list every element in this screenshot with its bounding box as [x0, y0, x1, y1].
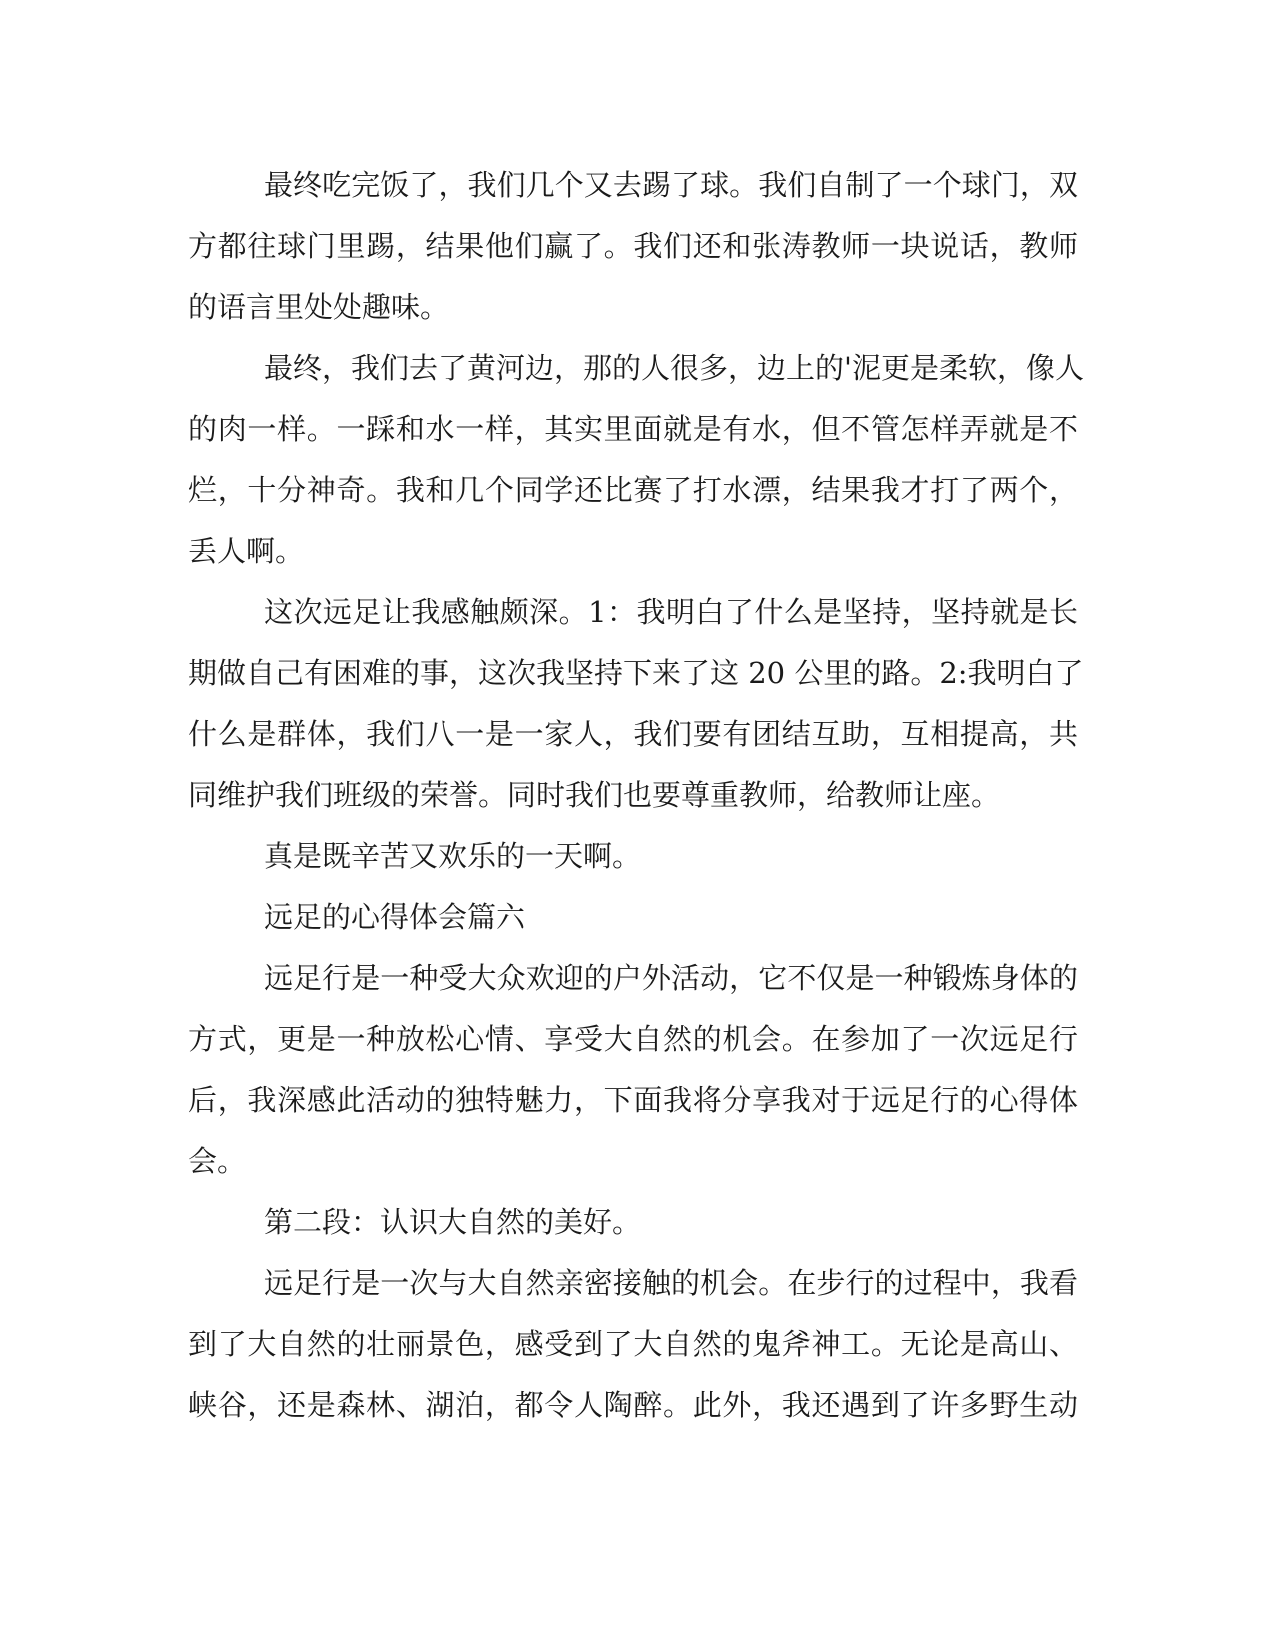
text-line: 丢人啊。 — [188, 534, 305, 568]
text-line: 会。 — [188, 1144, 247, 1178]
subheading-text: 第二段：认识大自然的美好。 — [264, 1205, 642, 1239]
text-line: 期做自己有困难的事，这次我坚持下来了这 20 公里的路。2:我明白了 — [188, 656, 1084, 690]
text-line: 同维护我们班级的荣誉。同时我们也要尊重教师，给教师让座。 — [188, 778, 1001, 812]
text-line: 这次远足让我感触颇深。1：我明白了什么是坚持，坚持就是长 — [264, 595, 1078, 629]
paragraph-7 — [188, 1192, 1078, 1253]
text-line: 什么是群体，我们八一是一家人，我们要有团结互助，互相提高，共 — [188, 717, 1078, 751]
paragraph-8 — [188, 1253, 1078, 1436]
text-line: 峡谷，还是森林、湖泊，都令人陶醉。此外，我还遇到了许多野生动 — [188, 1388, 1078, 1422]
text-line: 的肉一样。一踩和水一样，其实里面就是有水，但不管怎样弄就是不 — [188, 412, 1078, 446]
section-heading — [188, 887, 1078, 948]
paragraph-6 — [188, 948, 1078, 1192]
paragraph-4 — [188, 826, 1078, 887]
text-line: 真是既辛苦又欢乐的一天啊。 — [264, 839, 642, 873]
text-line: 最终吃完饭了，我们几个又去踢了球。我们自制了一个球门，双 — [264, 168, 1078, 202]
text-line: 到了大自然的壮丽景色，感受到了大自然的鬼斧神工。无论是高山、 — [188, 1327, 1078, 1361]
heading-text: 远足的心得体会篇六 — [264, 900, 526, 934]
paragraph-2 — [188, 338, 1084, 582]
text-line: 方式，更是一种放松心情、享受大自然的机会。在参加了一次远足行 — [188, 1022, 1078, 1056]
text-line: 的语言里处处趣味。 — [188, 290, 450, 324]
paragraph-3 — [188, 582, 1084, 826]
text-line: 远足行是一种受大众欢迎的户外活动，它不仅是一种锻炼身体的 — [264, 961, 1078, 995]
text-line: 烂，十分神奇。我和几个同学还比赛了打水漂，结果我才打了两个， — [188, 473, 1078, 507]
text-line: 后，我深感此活动的独特魅力，下面我将分享我对于远足行的心得体 — [188, 1083, 1078, 1117]
text-line: 方都往球门里踢，结果他们赢了。我们还和张涛教师一块说话，教师 — [188, 229, 1078, 263]
text-line: 最终，我们去了黄河边，那的人很多，边上的'泥更是柔软，像人 — [264, 351, 1084, 385]
paragraph-1 — [188, 155, 1078, 338]
text-line: 远足行是一次与大自然亲密接触的机会。在步行的过程中，我看 — [264, 1266, 1078, 1300]
document-body — [188, 155, 1084, 1436]
